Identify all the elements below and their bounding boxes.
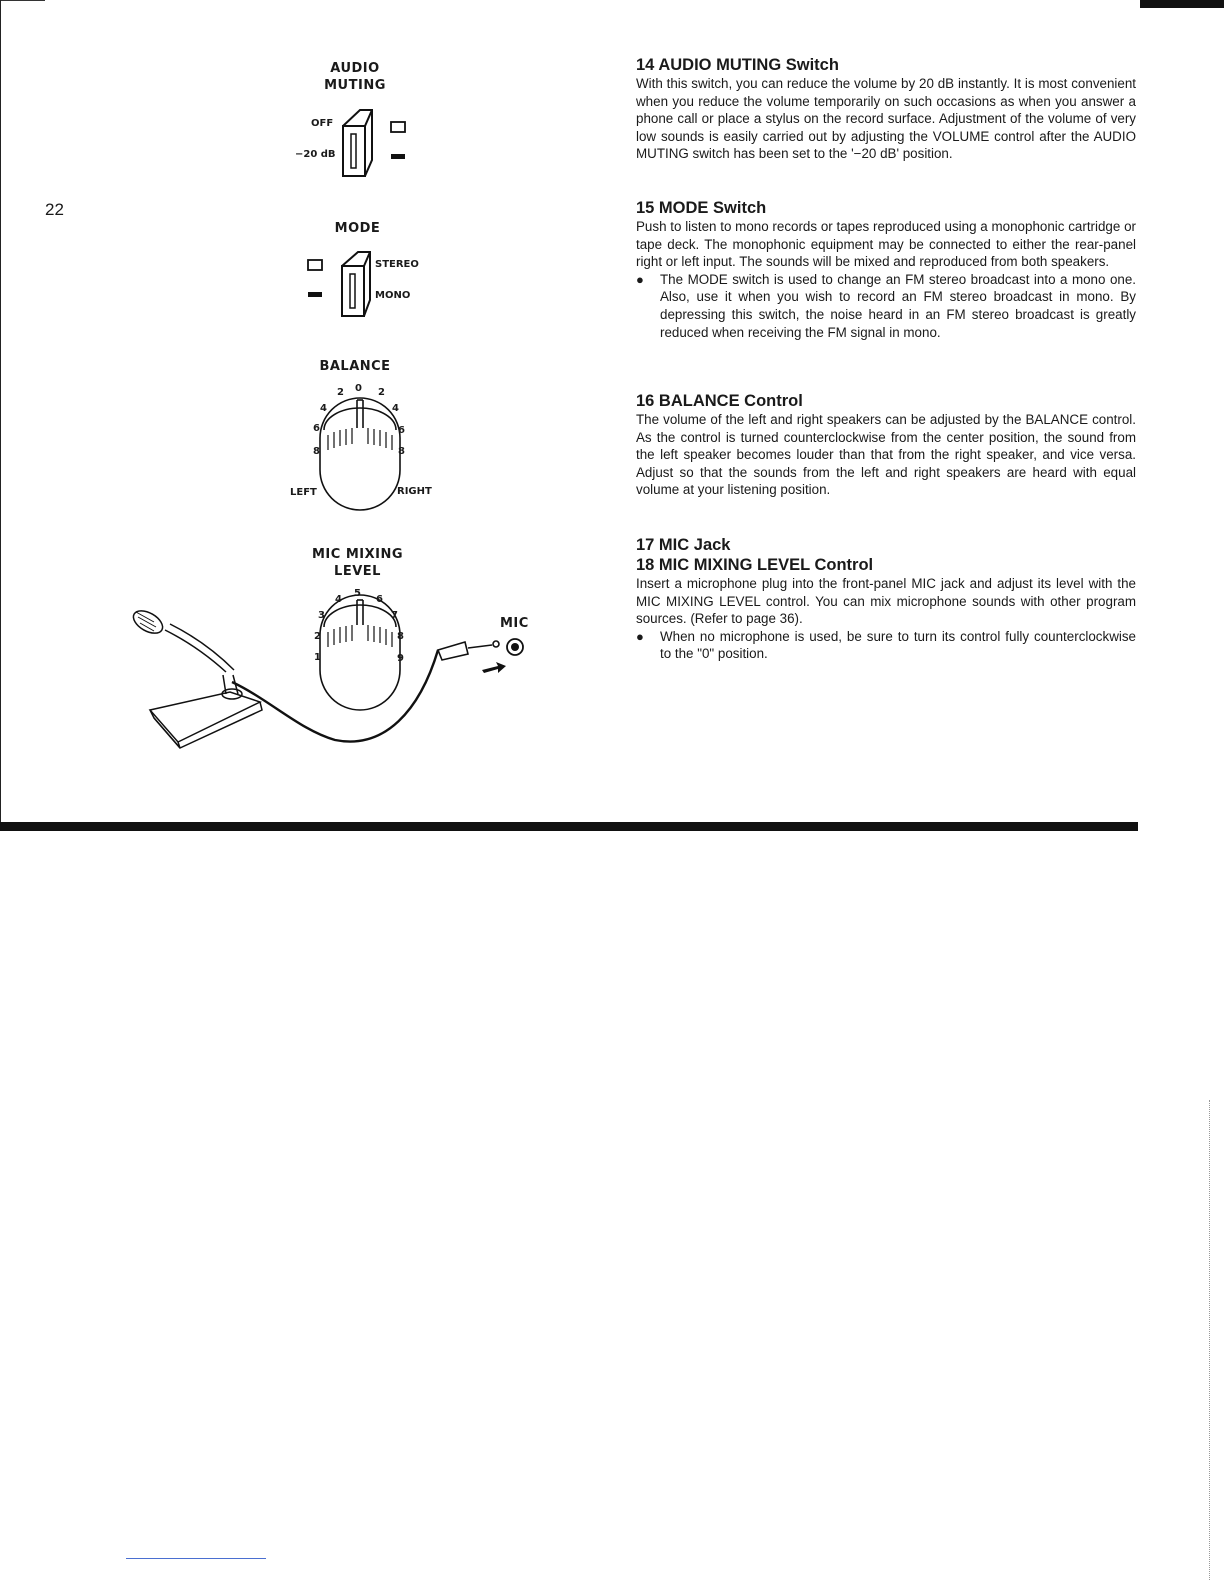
section-15-body: Push to listen to mono records or tapes reproduced using a monophonic cartridge or tape deck. The monophonic equipment may be connected to either the rear-panel right or left input. The sounds will be mixed and reproduced from both speakers. <box>636 219 1136 270</box>
balance-tick-right-4: 4 <box>392 403 399 414</box>
muting-off-indicator-icon <box>391 122 405 132</box>
audio-muting-title <box>300 60 410 94</box>
section-18-bullet <box>636 628 1136 663</box>
mode-mono-indicator-icon <box>308 292 322 297</box>
footer-underline <box>126 1558 266 1559</box>
mic-tick-1: 1 <box>314 652 321 663</box>
mic-tick-8: 8 <box>397 631 404 642</box>
section-17-title: 17 MIC Jack <box>636 536 731 554</box>
section-14-body: With this switch, you can reduce the volume by 20 dB instantly. It is most convenient when you reduce the volume temporarily on such occasions as when you answer a phone call or place a stylus on the record surface. Adjustment of the volume of very low sounds is easily carried out by adjusting the VOLUME control after the AUDIO MUTING switch has been set to the '−20 dB' position. <box>636 76 1136 162</box>
mode-stereo-label: STEREO <box>375 259 419 270</box>
mic-tick-5: 5 <box>354 588 361 599</box>
section-14-title: 14 AUDIO MUTING Switch <box>636 56 839 74</box>
page-divider-rule <box>0 822 1138 831</box>
mic-tick-6: 6 <box>376 594 383 605</box>
section-17-18 <box>636 535 1136 663</box>
left-page-edge <box>0 0 1 822</box>
bullet-icon: ● <box>636 271 644 287</box>
mic-tick-3: 3 <box>318 610 325 621</box>
section-15-bullet <box>636 271 1136 341</box>
mic-mixing-title-line2: LEVEL <box>334 564 381 579</box>
insert-arrow-icon <box>482 662 506 673</box>
top-left-edge-line <box>0 0 45 1</box>
section-18-title: 18 MIC MIXING LEVEL Control <box>636 556 874 574</box>
section-16-body: The volume of the left and right speakers can be adjusted by the BALANCE control. As the control is turned counterclockwise from the center position, the sound from the left speaker becomes louder than that from the right speaker, and vice versa. Adjust so that the sounds from the left and right speakers are heard with equal volume at your listening position. <box>636 412 1136 498</box>
balance-left-label: LEFT <box>290 487 317 498</box>
mic-tick-7: 7 <box>391 610 398 621</box>
scan-edge-dots <box>1208 1100 1210 1580</box>
mic-tick-9: 9 <box>397 653 404 664</box>
balance-tick-top-center: 0 <box>355 383 362 394</box>
muting-20db-label: −20 dB <box>295 149 336 160</box>
section-18-bullet-text: When no microphone is used, be sure to turn its control fully counterclockwise to the "0" position. <box>660 628 1136 662</box>
mode-title: MODE <box>334 221 381 236</box>
mic-jack-label: MIC <box>500 616 529 631</box>
audio-muting-title-line2: MUTING <box>324 78 386 93</box>
balance-title: BALANCE <box>319 359 391 374</box>
section-16-title: 16 BALANCE Control <box>636 392 803 410</box>
section-15-bullet-text: The MODE switch is used to change an FM stereo broadcast into a mono one. Also, use it when you wish to record an FM stereo broadcast in mono. By depressing this switch, the noise heard in an FM stereo broadcast is greatly reduced when receiving the FM signal in mono. <box>660 271 1136 340</box>
mode-switch-drawing <box>300 250 380 320</box>
balance-tick-left-8: 8 <box>313 446 320 457</box>
section-18-body: Insert a microphone plug into the front-panel MIC jack and adjust its level with the MIC MIXING LEVEL control. You can mix microphone sounds with other program sources. (Refer to page 36). <box>636 576 1136 627</box>
balance-tick-right-8: 8 <box>398 446 405 457</box>
balance-tick-left-6: 6 <box>313 423 320 434</box>
balance-tick-top-left: 2 <box>337 387 344 398</box>
audio-muting-switch-drawing <box>338 108 418 180</box>
mode-mono-label: MONO <box>375 290 411 301</box>
top-right-corner-bar <box>1140 0 1224 8</box>
mic-mixing-title <box>295 546 420 580</box>
balance-tick-top-right: 2 <box>378 387 385 398</box>
mic-tick-2: 2 <box>314 631 321 642</box>
muting-off-label: OFF <box>311 118 334 129</box>
mic-mixing-title-line1: MIC MIXING <box>311 547 404 562</box>
section-15-title: 15 MODE Switch <box>636 199 767 217</box>
page-number: 22 <box>45 200 64 219</box>
section-16 <box>636 391 1136 499</box>
balance-right-label: RIGHT <box>397 486 432 497</box>
audio-muting-title-line1: AUDIO <box>330 61 380 76</box>
balance-tick-left-4: 4 <box>320 403 327 414</box>
muting-on-indicator-icon <box>391 154 405 159</box>
microphone-illustration <box>120 590 540 760</box>
balance-tick-right-6: 6 <box>398 425 405 436</box>
mode-stereo-indicator-icon <box>308 260 322 270</box>
section-14 <box>636 55 1136 163</box>
bullet-icon: ● <box>636 628 644 644</box>
mic-tick-4: 4 <box>335 594 342 605</box>
section-15 <box>636 198 1136 341</box>
